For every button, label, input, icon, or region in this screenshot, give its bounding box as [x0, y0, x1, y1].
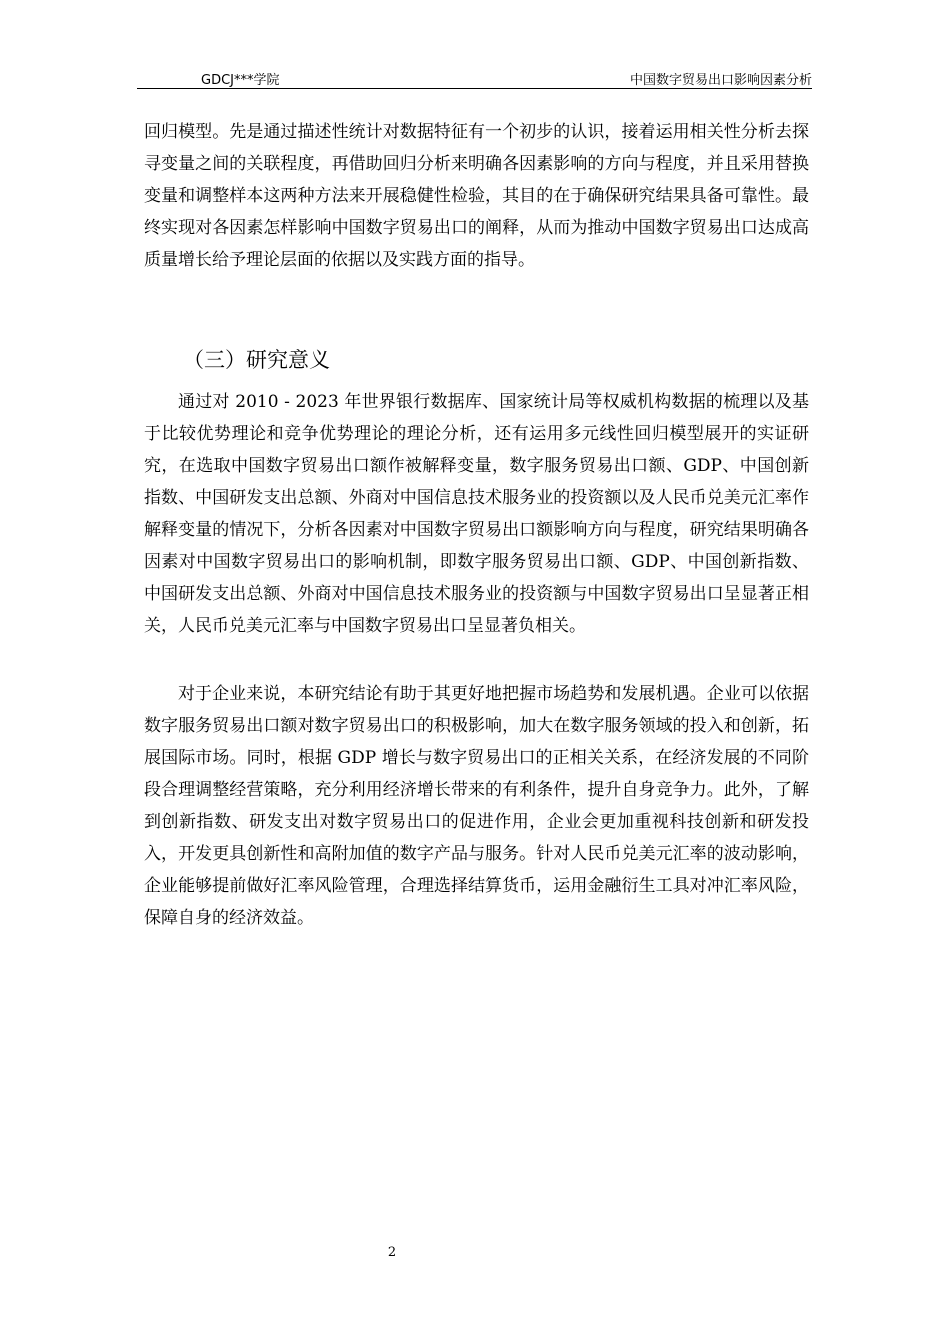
header-document-title: 中国数字贸易出口影响因素分析 [629, 73, 812, 88]
page-number: 2 [387, 1245, 397, 1260]
page-header [137, 68, 812, 89]
header-institution: GDCJ***学院 [201, 73, 280, 88]
section-heading: （三）研究意义 [183, 348, 330, 372]
body-paragraph-significance: 通过对 2010 - 2023 年世界银行数据库、国家统计局等权威机构数据的梳理以及基于比较优势理论和竞争优势理论的理论分析，还有运用多元线性回归模型展开的实证研究，在选取中国数字贸易出口额作被解释变量，数字服务贸易出口额、GDP、中国创新指数、中国研发支出总额、外商对中国信息技术服务业的投资额以及人民币兑美元汇率作解释变量的情况下，分析各因素对中国数字贸易出口额影响方向与程度，研究结果明确各因素对中国数字贸易出口的影响机制，即数字服务贸易出口额、GDP、中国创新指数、中国研发支出总额、外商对中国信息技术服务业的投资额与中国数字贸易出口呈显著正相关，人民币兑美元汇率与中国数字贸易出口呈显著负相关。 [144, 392, 809, 636]
body-paragraph-enterprise: 对于企业来说，本研究结论有助于其更好地把握市场趋势和发展机遇。企业可以依据数字服务贸易出口额对数字贸易出口的积极影响，加大在数字服务领域的投入和创新，拓展国际市场。同时，根据 GDP 增长与数字贸易出口的正相关关系，在经济发展的不同阶段合理调整经营策略，充分利用经济增长带来的有利条件，提升自身竞争力。此外，了解到创新指数、研发支出对数字贸易出口的促进作用，企业会更加重视科技创新和研发投入，开发更具创新性和高附加值的数字产品与服务。针对人民币兑美元汇率的波动影响，企业能够提前做好汇率风险管理，合理选择结算货币，运用金融衍生工具对冲汇率风险，保障自身的经济效益。 [144, 684, 809, 928]
body-paragraph-continued: 回归模型。先是通过描述性统计对数据特征有一个初步的认识，接着运用相关性分析去探寻变量之间的关联程度，再借助回归分析来明确各因素影响的方向与程度，并且采用替换变量和调整样本这两种方法来开展稳健性检验，其目的在于确保研究结果具备可靠性。最终实现对各因素怎样影响中国数字贸易出口的阐释，从而为推动中国数字贸易出口达成高质量增长给予理论层面的依据以及实践方面的指导。 [144, 122, 809, 270]
